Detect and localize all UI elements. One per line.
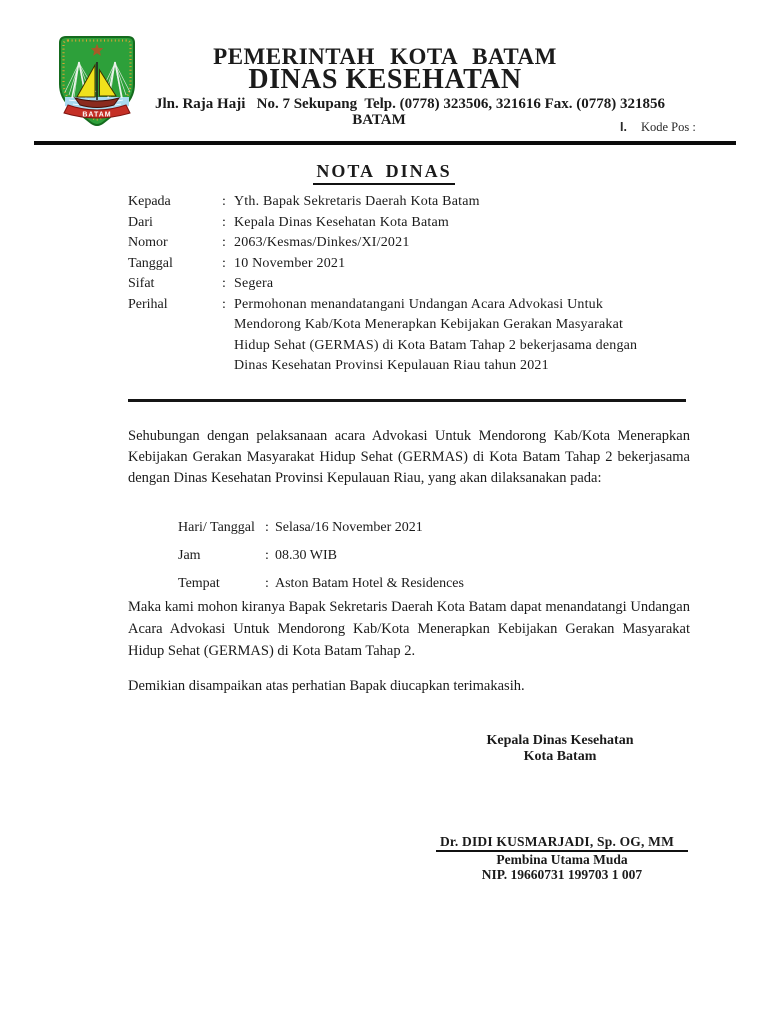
field-value: Kepala Dinas Kesehatan Kota Batam — [234, 214, 449, 230]
signatory-name: Dr. DIDI KUSMARJADI, Sp. OG, MM — [436, 834, 688, 852]
field-row-tanggal — [128, 254, 694, 275]
field-label: Sifat — [128, 276, 155, 291]
request-paragraph: Maka kami mohon kiranya Bapak Sekretaris Daerah Kota Batam dapat menandatangi Undangan Acara Advokasi Untuk Mendorong Kab/Kota Menerapkan Kebijakan Gerakan Masyarakat Hidup Sehat (GERMAS) di Kota Batam Tahap 2. — [128, 599, 690, 659]
signature-block — [412, 834, 712, 883]
field-label: Dari — [128, 214, 153, 230]
field-label: Kepada — [128, 194, 171, 209]
field-value: Permohonan menandatangani Undangan Acara Advokasi Untuk Mendorong Kab/Kota Menerapkan Kebijakan Gerakan Masyarakat Hidup Sehat (GERMAS) di Kota Batam Tahap 2 bekerjasama dengan Dinas Kesehatan Provinsi Kepulauan Riau tahun 2021 — [234, 296, 638, 373]
field-value: 10 November 2021 — [234, 255, 346, 271]
field-colon: : — [222, 214, 226, 230]
detail-label: Tempat — [178, 576, 220, 591]
detail-label: Jam — [178, 548, 201, 563]
field-colon: : — [222, 255, 226, 271]
field-value: Segera — [234, 276, 274, 291]
field-row-sifat — [128, 274, 694, 295]
department-name: DINAS KESEHATAN — [248, 64, 522, 95]
postal-code-marker: I. — [620, 120, 627, 134]
detail-colon: : — [265, 548, 269, 563]
field-colon: : — [222, 296, 226, 312]
field-row-kepada — [128, 192, 694, 213]
document-title: NOTA DINAS — [0, 161, 768, 185]
detail-row-tempat — [178, 570, 608, 598]
detail-value: 08.30 WIB — [275, 548, 337, 563]
field-colon: : — [222, 235, 226, 250]
field-row-perihal — [128, 295, 694, 377]
signature-office — [440, 733, 680, 765]
detail-colon: : — [265, 576, 269, 591]
section-divider — [128, 399, 686, 402]
field-colon: : — [222, 276, 226, 291]
government-name: PEMERINTAH KOTA BATAM — [213, 44, 557, 69]
detail-colon: : — [265, 520, 269, 535]
detail-value: Selasa/16 November 2021 — [275, 520, 423, 535]
opening-paragraph: Sehubungan dengan pelaksanaan acara Advokasi Untuk Mendorong Kab/Kota Menerapkan Kebijakan Gerakan Masyarakat Hidup Sehat (GERMAS) di Kota Batam Tahap 2 bekerjasama dengan Dinas Kesehatan Provinsi Kepulauan Riau, yang akan dilaksanakan pada: — [128, 428, 690, 486]
field-colon: : — [222, 194, 226, 209]
event-details — [178, 514, 608, 598]
field-row-dari — [128, 213, 694, 234]
office-address: Jln. Raja Haji No. 7 Sekupang Telp. (0778) 323506, 321616 Fax. (0778) 321856 — [154, 96, 666, 112]
signature-office-line2: Kota Batam — [523, 749, 597, 764]
detail-label: Hari/ Tanggal — [178, 520, 255, 535]
field-label: Tanggal — [128, 255, 173, 271]
signatory-nip: NIP. 19660731 199703 1 007 — [481, 867, 643, 882]
closing-paragraph: Demikian disampaikan atas perhatian Bapak diucapkan terimakasih. — [128, 678, 525, 694]
office-city: BATAM — [352, 112, 406, 128]
detail-row-hari-tanggal — [178, 514, 608, 542]
postal-code-label: Kode Pos : — [640, 120, 696, 134]
letterhead-divider — [34, 141, 736, 145]
postal-code-note — [620, 120, 696, 135]
field-label: Perihal — [128, 296, 168, 312]
field-value: Yth. Bapak Sekretaris Daerah Kota Batam — [234, 194, 480, 209]
signature-office-line1: Kepala Dinas Kesehatan — [486, 733, 634, 748]
detail-value: Aston Batam Hotel & Residences — [275, 576, 464, 591]
signatory-rank: Pembina Utama Muda — [496, 851, 628, 867]
detail-row-jam — [178, 542, 608, 570]
field-value: 2063/Kesmas/Dinkes/XI/2021 — [234, 235, 410, 250]
ribbon-banner-text: BATAM — [82, 111, 112, 119]
meta-fields — [128, 192, 694, 377]
field-row-nomor — [128, 233, 694, 254]
field-label: Nomor — [128, 235, 168, 250]
